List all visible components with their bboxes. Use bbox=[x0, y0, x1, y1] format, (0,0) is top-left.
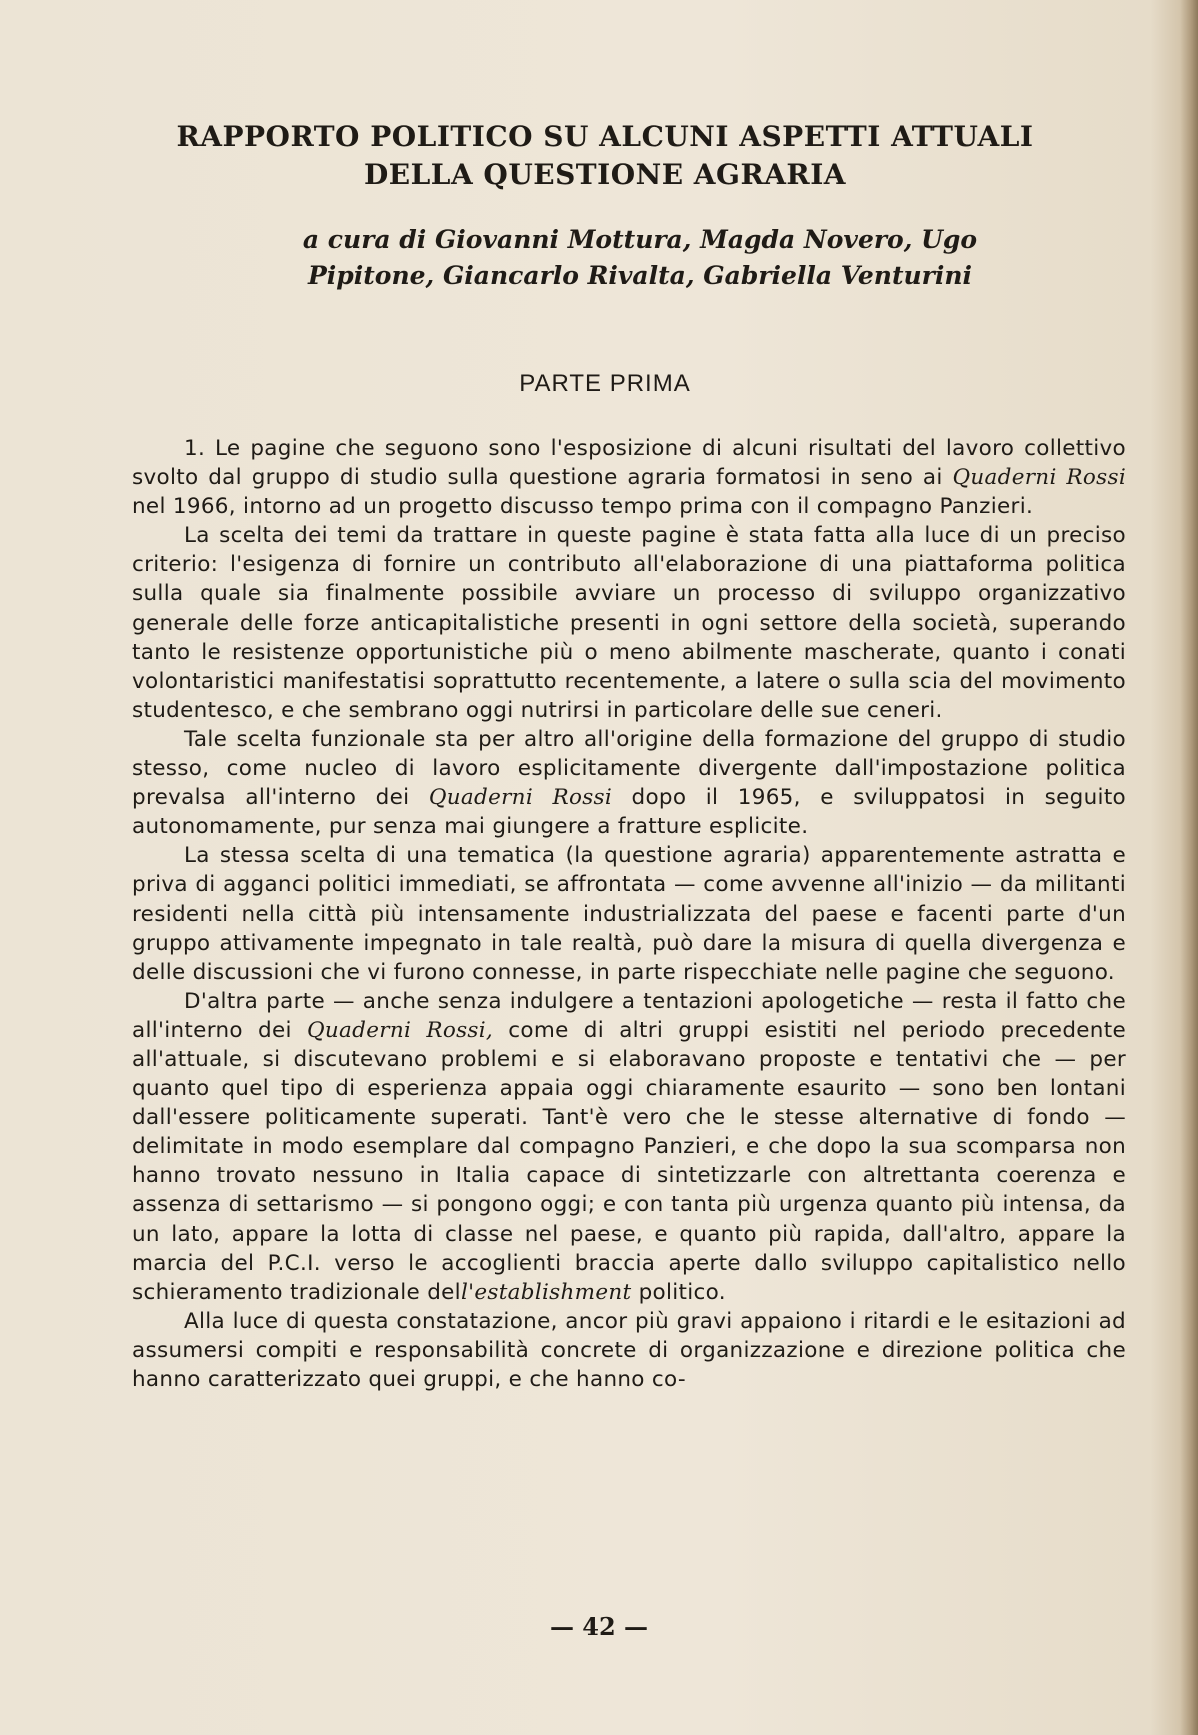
paragraph-5: D'altra parte — anche senza indulgere a tentazioni apologetiche — resta il fatto che all'interno dei Quaderni Rossi, come di altri gruppi esistiti nel periodo precedente all'attuale, si discutevano problemi e si elaboravano proposte e tentativi che — per quanto quel tipo di esperienza appaia oggi chiaramente esaurito — sono ben lontani dall'essere politicamente superati. Tant'è vero che le stesse alternative di fondo — delimitate in modo esemplare dal compagno Panzieri, e che dopo la sua scomparsa non hanno trovato nessuno in Italia capace di sintetizzarle con altrettanta coerenza e assenza di settarismo — si pongono oggi; e con tanta più urgenza quanto più intensa, da un lato, appare la lotta di classe nel paese, e quanto più rapida, dall'altro, appare la marcia del P.C.I. verso le accoglienti braccia aperte dallo sviluppo capitalistico nello schieramento tradizionale dell'establishment politico. bbox=[132, 988, 1126, 1305]
page-edge-shadow bbox=[1180, 0, 1198, 1735]
title-line-2: DELLA QUESTIONE AGRARIA bbox=[363, 158, 847, 191]
authors-line-1: a cura di Giovanni Mottura, Magda Novero, Ugo bbox=[302, 225, 978, 254]
page-number: — 42 — bbox=[549, 1612, 649, 1641]
authors-byline bbox=[230, 222, 1050, 294]
paragraph-6: Alla luce di questa constatazione, ancor più gravi appaiono i ritardi e le esitazioni ad assumersi compiti e responsabilità concrete di organizzazione e direzione politica che hanno caratterizzato quei gruppi, e che hanno co- bbox=[132, 1308, 1126, 1392]
paragraph-3: Tale scelta funzionale sta per altro all'origine della formazione del gruppo di studio stesso, come nucleo di lavoro esplicitamente divergente dall'impostazione politica prevalsa all'interno dei Quaderni Rossi dopo il 1965, e sviluppatosi in seguito autonomamente, pur senza mai giungere a fratture esplicite. bbox=[132, 726, 1127, 840]
paragraph-2: La scelta dei temi da trattare in queste pagine è stata fatta alla luce di un preciso criterio: l'esigenza di fornire un contributo all'elaborazione di una piattaforma politica sulla quale sia finalmente possibile avviare un processo di sviluppo organizzativo generale delle forze anticapitalistiche presenti in ogni settore della società, superando tanto le resistenze opportunistiche più o meno abilmente mascherate, quanto i conati volontaristici manifestatisi soprattutto recentemente, a latere o sulla scia del movimento studentesco, e che sembrano oggi nutrirsi in particolare delle sue ceneri. bbox=[132, 523, 1126, 723]
part-heading: PARTE PRIMA bbox=[519, 370, 691, 397]
title-line-1: RAPPORTO POLITICO SU ALCUNI ASPETTI ATTUALI bbox=[176, 120, 1034, 153]
paragraph-1: 1. Le pagine che seguono sono l'esposizione di alcuni risultati del lavoro collettivo svolto dal gruppo di studio sulla questione agraria formatosi in seno ai Quaderni Rossi nel 1966, intorno ad un progetto discusso tempo prima con il compagno Panzieri. bbox=[132, 436, 1127, 520]
paragraph-4: La stessa scelta di una tematica (la questione agraria) apparentemente astratta e priva di agganci politici immediati, se affrontata — come avvenne all'inizio — da militanti residenti nella città più intensamente industrializzata del paese e facenti parte d'un gruppo attivamente impegnato in tale realtà, può dare la misura di quella divergenza e delle discussioni che vi furono connesse, in parte rispecchiate nelle pagine che seguono. bbox=[132, 843, 1126, 985]
article-title bbox=[130, 118, 1080, 194]
authors-line-2: Pipitone, Giancarlo Rivalta, Gabriella Venturini bbox=[307, 261, 973, 290]
article-body bbox=[132, 434, 1126, 1394]
